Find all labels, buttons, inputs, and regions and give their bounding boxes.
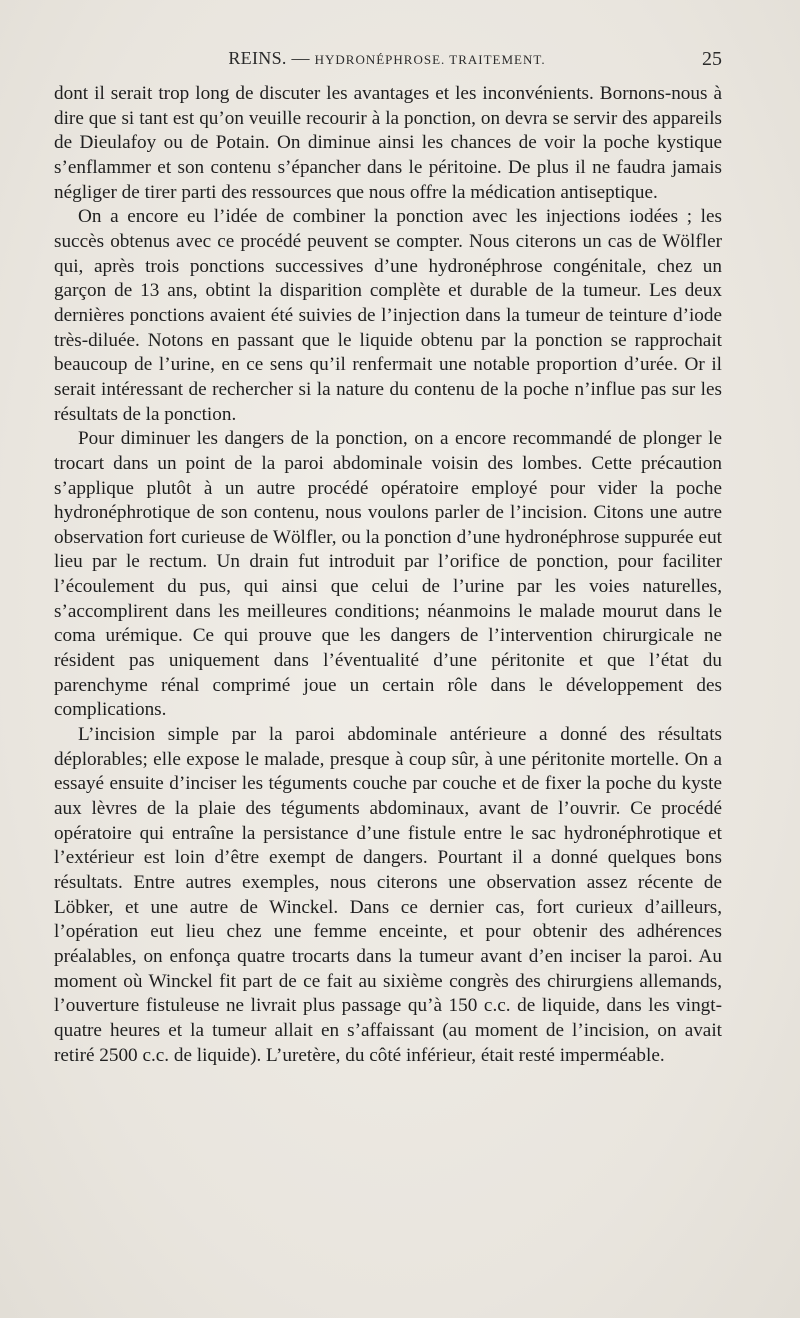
paragraph-2 xyxy=(54,205,722,427)
paragraph-4 xyxy=(54,723,722,1068)
header-title-main: REINS. xyxy=(228,48,287,68)
paragraph-1 xyxy=(54,82,722,205)
paragraph-text: Pour diminuer les dangers de la ponction, on a encore recommandé de plonger le trocart dans un point de la paroi abdominale voisin des lombes. Cette précaution s’applique plutôt à un autre procédé opératoire employé pour vider la poche hydronéphrotique de son contenu, nous voulons parler de l’incision. Citons une autre observation fort curieuse de Wölfler, ou la ponction d’une hydronéphrose suppurée eut lieu par le rectum. Un drain fut introduit par l’orifice de ponction, pour faciliter l’écoulement du pus, qui ainsi que celui de l’urine par les voies naturelles, s’accomplirent dans les meilleures conditions; néanmoins le malade mourut dans le coma urémique. Ce qui prouve que les dangers de l’intervention chirurgicale ne résident pas uniquement dans l’éventualité d’une péritonite et que l’état du parenchyme rénal comprimé joue un certain rôle dans le développement des complications. xyxy=(54,428,722,721)
header-title-sub: HYDRONÉPHROSE. TRAITEMENT. xyxy=(314,52,546,67)
running-header xyxy=(52,48,722,74)
page-number: 25 xyxy=(702,48,722,70)
paragraph-text: On a encore eu l’idée de combiner la ponction avec les injections iodées ; les succès obtenus avec ce procédé peuvent se compter. Nous citerons un cas de Wölfler qui, après trois ponctions successives d’une hydronéphrose congénitale, chez un garçon de 13 ans, obtint la disparition complète et durable de la tumeur. Les deux dernières ponctions avaient été suivies de l’injection dans la tumeur de teinture d’iode très-diluée. Notons en passant que le liquide obtenu par la ponction se rapprochait beaucoup de l’urine, en ce sens qu’il renfermait une notable proportion d’urée. Or il serait intéressant de rechercher si la nature du contenu de la poche n’influe pas sur les résultats de la ponction. xyxy=(54,206,722,425)
paragraph-text: L’incision simple par la paroi abdominale antérieure a donné des résultats déplorables; elle expose le malade, presque à coup sûr, à une péritonite mortelle. On a essayé ensuite d’inciser les téguments couche par couche et de fixer la poche du kyste aux lèvres de la plaie des téguments abdominaux, avant de l’ouvrir. Ce procédé opératoire qui entraîne la persistance d’une fistule entre le sac hydronéphrotique et l’extérieur est loin d’être exempt de dangers. Pourtant il a donné quelques bons résultats. Entre autres exemples, nous citerons une observation assez récente de Löbker, et une autre de Winckel. Dans ce dernier cas, fort curieux d’ailleurs, l’opération eut lieu chez une femme enceinte, et pour obtenir des adhérences préalables, on enfonça quatre trocarts dans la tumeur avant d’en inciser la paroi. Au moment où Winckel fit part de ce fait au sixième congrès des chirurgiens allemands, l’ouverture fistuleuse ne livrait plus passage qu’à 150 c.c. de liquide, dans les vingt-quatre heures et la tumeur allait en s’affaissant (au moment de l’incision, on avait retiré 2500 c.c. de liquide). L’uretère, du côté inférieur, était resté imperméable. xyxy=(54,724,722,1066)
paragraph-text: dont il serait trop long de discuter les avantages et les inconvénients. Bornons-nous à dire que si tant est qu’on veuille recourir à la ponction, on devra se servir des appareils de Dieulafoy ou de Potain. On diminue ainsi les chances de voir la poche kystique s’enflammer et son contenu s’épancher dans le péritoine. De plus il ne faudra jamais négliger de tirer parti des ressources que nous offre la médication antiseptique. xyxy=(54,83,722,203)
body-text xyxy=(54,82,722,1068)
paragraph-3 xyxy=(54,427,722,723)
header-title xyxy=(52,48,722,69)
header-title-dash: — xyxy=(291,48,310,68)
